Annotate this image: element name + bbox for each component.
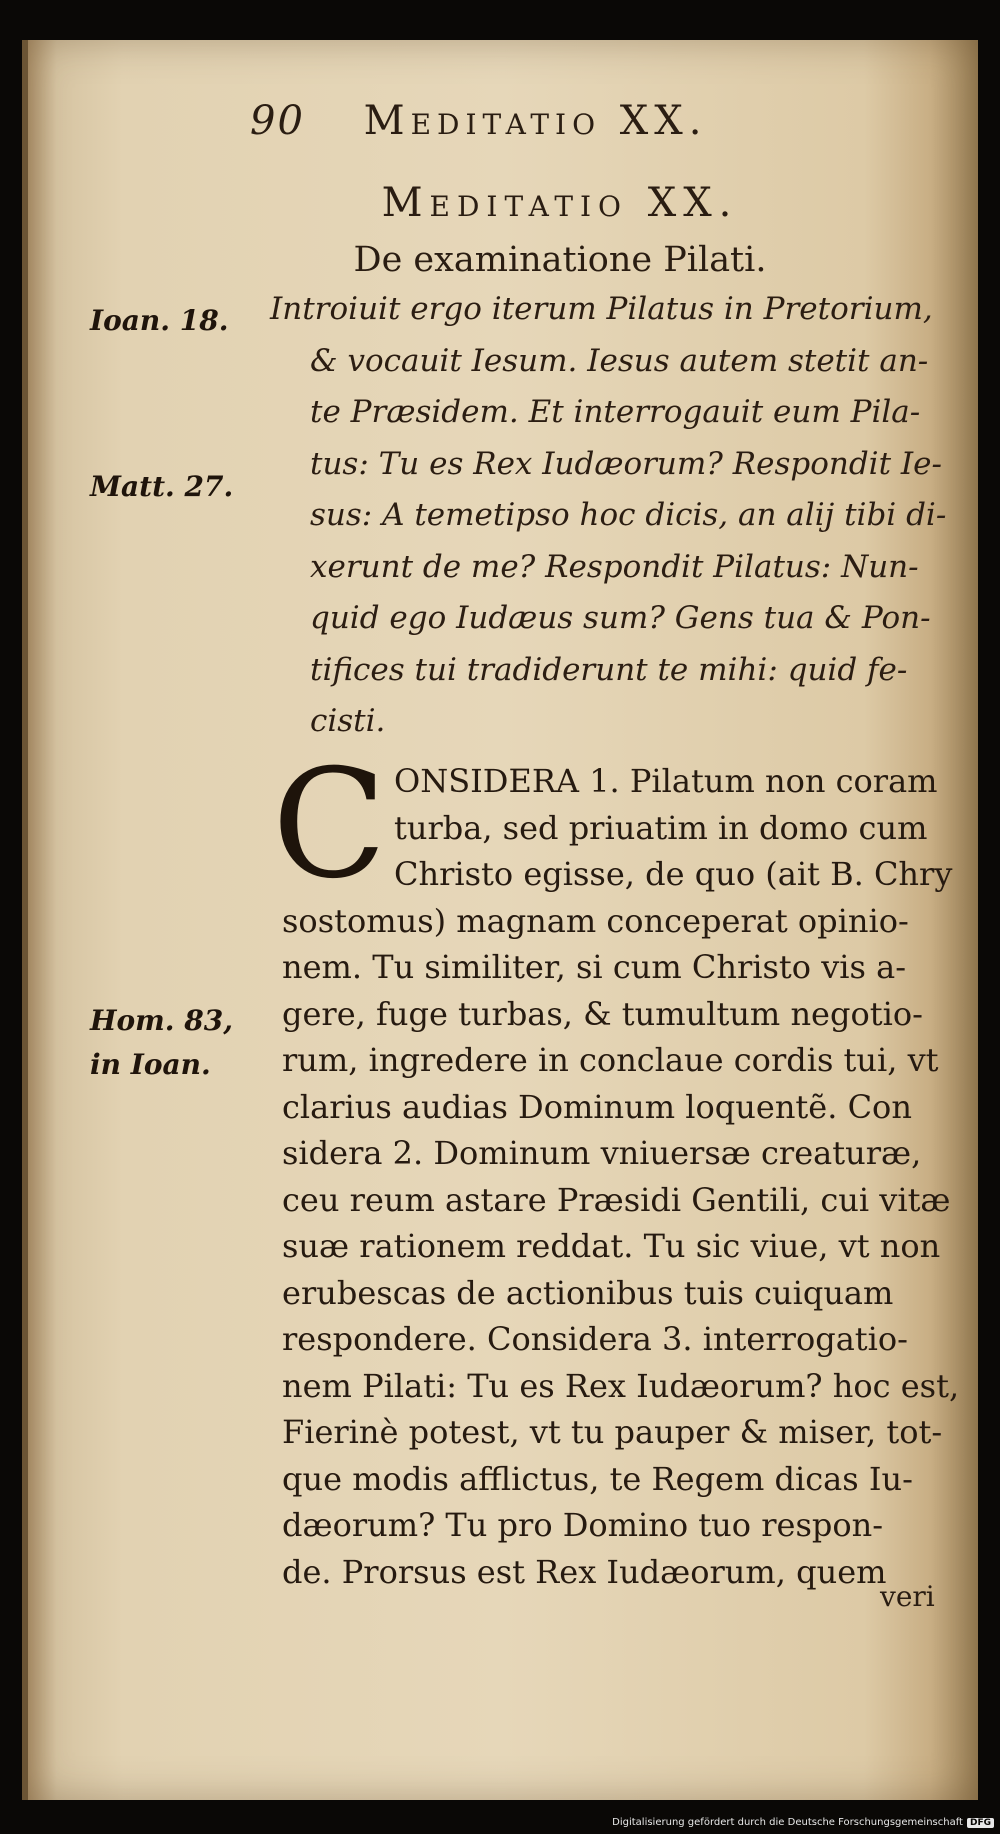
scripture-line: tus: Tu es Rex Iudæorum? Respondit Ie- [310,445,942,482]
body-line: ONSIDERA 1. Pilatum non coram [394,762,938,800]
body-line: suæ rationem reddat. Tu sic viue, vt non [282,1227,941,1265]
scripture-line: quid ego Iudæus sum? Gens tua & Pon- [310,600,931,636]
scripture-line: Introiuit ergo iterum Pilatus in Pretorium, [270,291,933,327]
scripture-line: xerunt de me? Respondit Pilatus: Nun- [310,548,919,585]
body-line: sostomus) magnam conceperat opinio- [282,901,909,940]
meditation-subtitle: De examinatione Pilati. [353,240,767,280]
page-number: 90 [250,98,305,144]
scripture-line: te Præsidem. Et interrogauit eum Pila- [310,394,921,430]
scripture-line: tifices tui tradiderunt te mihi: quid fe- [310,651,908,688]
body-line: erubescas de actionibus tuis cuiquam [282,1273,894,1312]
margin-note-hom: Hom. 83, [90,1004,233,1037]
scripture-line: & vocauit Iesum. Iesus autem stetit an- [310,342,929,379]
digitization-credit [612,1817,994,1828]
catchword: veri [880,1580,935,1613]
meditation-body [272,738,962,1595]
scripture-quote [272,284,952,748]
margin-note-matt: Matt. 27. [90,470,234,503]
running-head-title: Meditatio XX. [363,98,708,144]
body-line: que modis afflictus, te Regem dicas Iu- [282,1459,913,1498]
body-line: ceu reum astare Præsidi Gentili, cui vitæ [282,1180,951,1219]
body-line: gere, fuge turbas, & tumultum negotio- [282,994,923,1033]
body-line: rum, ingredere in conclaue cordis tui, vt [282,1041,939,1079]
running-head [250,98,850,144]
scripture-line: cisti. [310,703,386,739]
margin-note-ioan: Ioan. 18. [90,304,229,337]
margin-note-in-ioan: in Ioan. [90,1048,211,1081]
credit-text: Digitalisierung gefördert durch die Deutsche Forschungsgemeinschaft [612,1817,963,1828]
body-line: sidera 2. Dominum vniuersæ creaturæ, [282,1134,922,1172]
body-line: nem Pilati: Tu es Rex Iudæorum? hoc est, [282,1366,960,1405]
body-line: nem. Tu similiter, si cum Christo vis a- [282,948,906,986]
body-line: clarius audias Dominum loquentẽ. Con [282,1087,912,1126]
body-line: respondere. Considera 3. interrogatio- [282,1320,908,1358]
body-line: Christo egisse, de quo (ait B. Chry [394,855,953,893]
body-line: Fierinè potest, vt tu pauper & miser, tot- [282,1413,943,1451]
drop-cap: C [272,738,387,912]
body-line: de. Prorsus est Rex Iudæorum, quem [282,1552,887,1591]
dfg-logo: DFG [967,1818,994,1828]
body-line: dæorum? Tu pro Domino tuo respon- [282,1506,884,1544]
scripture-line: sus: A temetipso hoc dicis, an alij tibi di- [310,497,947,533]
body-line: turba, sed priuatim in domo cum [394,808,928,847]
meditation-title: Meditatio XX. [381,180,739,226]
